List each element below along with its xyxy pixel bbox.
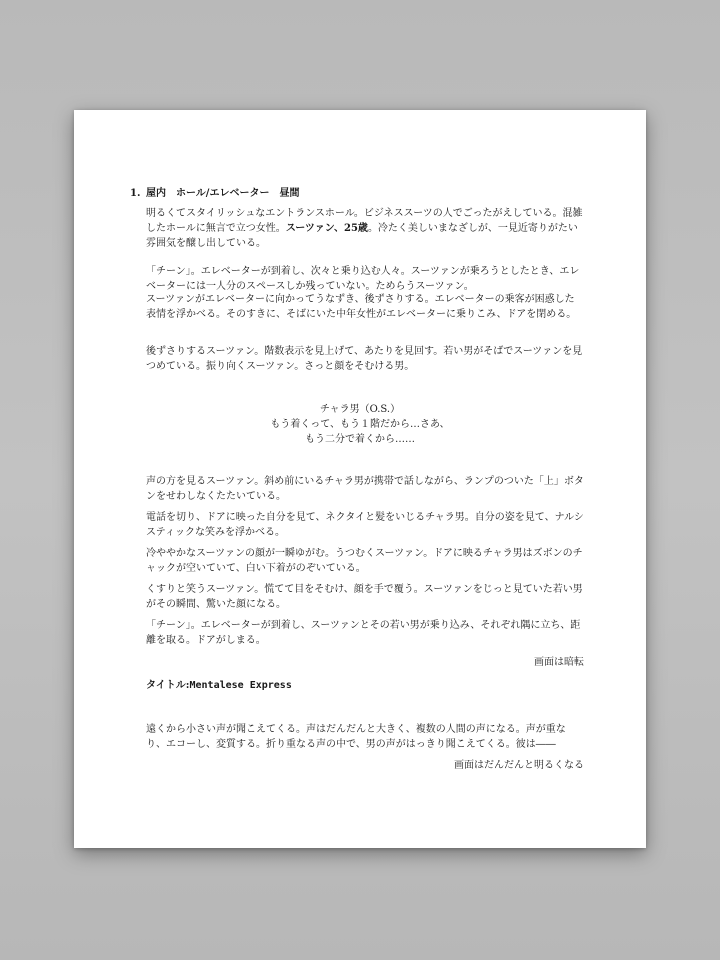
dialogue-line: もう二分で着くから…… — [305, 434, 415, 445]
scene-heading — [130, 184, 299, 199]
action-paragraph-9: 「チーン」。エレベーターが到着し、スーツァンとその若い男が乗り込み、それぞれ隅に立ち、距離を取る。ドアがしまる。 — [146, 620, 581, 646]
action-paragraph-7: 冷ややかなスーツァンの顔が一瞬ゆがむ。うつむくスーツァン。ドアに映るチャラ男はズボンのチャックが空いていて、白い下着がのぞいている。 — [146, 548, 583, 574]
character-intro: スーツァン、25歳 — [285, 223, 368, 234]
action-paragraph-8: くすりと笑うスーツァン。慌てて目をそむけ、顔を手で覆う。スーツァンをじっと見ていた若い男がその瞬間、驚いた顔になる。 — [146, 584, 583, 610]
action-paragraph-4: 後ずさりするスーツァン。階数表示を見上げて、あたりを見回す。若い男がそばでスーツァンを見つめている。振り向くスーツァン。さっと顔をそむける男。 — [146, 346, 583, 372]
title-value: Mentalese Express — [189, 680, 292, 691]
action-paragraph-2: 「チーン」。エレベーターが到着し、次々と乗り込む人々。スーツァンが乗ろうとしたとき、エレベーターには一人分のスペースしか残っていない。ためらうスーツァン。 — [146, 266, 580, 292]
scene-number: 1. — [130, 188, 141, 199]
action-text: 。冷たく美しいまなざしが、一見近寄りがたい雰囲気を醸し出している。 — [146, 223, 578, 249]
action-paragraph-10: 遠くから小さい声が聞こえてくる。声はだんだんと大きく、複数の人間の声になる。声が重なり、エコーし、変質する。折り重なる声の中で、男の声がはっきり聞こえてくる。彼は―― — [146, 724, 566, 750]
scene-heading-text: 屋内 ホール/エレベーター 昼間 — [146, 188, 300, 199]
action-text: 明るくてスタイリッシュなエントランスホール。ビジネススーツの人でごったがえしている。混雑したホールに無言で立つ女性。 — [146, 208, 583, 234]
dialogue-block — [74, 402, 646, 447]
title-label: タイトル: — [146, 680, 190, 691]
action-paragraph-6: 電話を切り、ドアに映った自分を見て、ネクタイと髪をいじるチャラ男。自分の姿を見て、ナルシスティックな笑みを浮かべる。 — [146, 512, 584, 538]
script-page — [74, 110, 646, 848]
action-paragraph-1 — [146, 206, 584, 251]
dialogue-line: もう着くって、もう１階だから…さあ、 — [270, 419, 450, 430]
action-paragraph-3: スーツァンがエレベーターに向かってうなずき、後ずさりする。エレベーターの乗客が困惑した表情を浮かべる。そのすきに、そばにいた中年女性がエレベーターに乗りこみ、ドアを閉める。 — [146, 294, 577, 320]
action-paragraph-5: 声の方を見るスーツァン。斜め前にいるチャラ男が携帯で話しながら、ランプのついた「上」ボタンをせわしなくたたいている。 — [146, 476, 584, 502]
dialogue-character: チャラ男（O.S.） — [319, 404, 401, 415]
transition-fade-in: 画面はだんだんと明るくなる — [454, 760, 584, 771]
title-card — [146, 676, 292, 691]
transition-fade-out: 画面は暗転 — [534, 657, 584, 668]
